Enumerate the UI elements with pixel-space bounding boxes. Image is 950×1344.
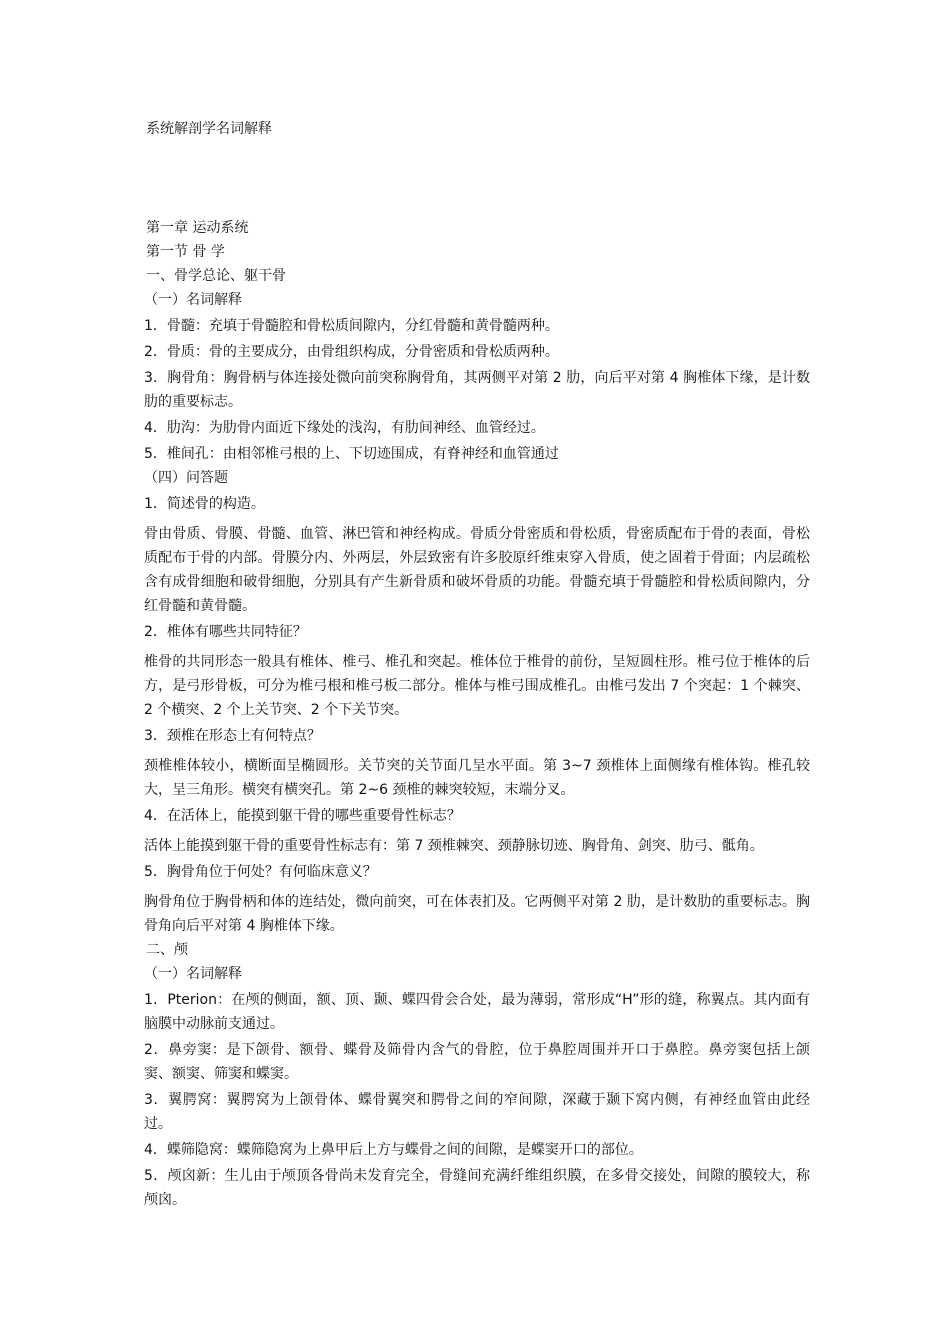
document-title: 系统解剖学名词解释 <box>146 121 272 137</box>
answer: 颈椎椎体较小，横断面呈椭圆形。关节突的关节面几呈水平面。第 3~7 颈椎体上面侧缘有椎体钩。椎孔较大，呈三角形。横突有横突孔。第 2~6 颈椎的棘突较短，末端分叉。 <box>144 758 810 798</box>
answer: 椎骨的共同形态一般具有椎体、椎弓、椎孔和突起。椎体位于椎骨的前份，呈短圆柱形。椎弓位于椎体的后方，是弓形骨板，可分为椎弓根和椎弓板二部分。椎体与椎弓围成椎孔。由椎弓发出 7 个突起：1 个棘突、2 个横突、2 个上关节突、2 个下关节突。 <box>144 654 810 718</box>
term-definition: 4．肋沟：为肋骨内面近下缘处的浅沟，有肋间神经、血管经过。 <box>144 420 545 436</box>
chapter-heading: 第一章 运动系统 <box>146 220 249 236</box>
term-definition: 1．Pterion：在颅的侧面，额、顶、颞、蝶四骨会合处，最为薄弱，常形成“H”形的缝，称翼点。其内面有脑膜中动脉前支通过。 <box>144 992 810 1032</box>
question: 3．颈椎在形态上有何特点？ <box>144 728 321 744</box>
term-definition: 3．翼腭窝：翼腭窝为上颌骨体、蝶骨翼突和腭骨之间的窄间隙，深藏于颞下窝内侧，有神经血管由此经过。 <box>144 1092 810 1132</box>
term-definition: 5．颅囟新：生儿由于颅顶各骨尚未发育完全，骨缝间充满纤维组织膜，在多骨交接处，间隙的膜较大，称颅囟。 <box>144 1168 810 1208</box>
part-heading: 二、颅 <box>146 942 188 958</box>
answer: 胸骨角位于胸骨柄和体的连结处，微向前突，可在体表扪及。它两侧平对第 2 肋，是计数肋的重要标志。胸骨角向后平对第 4 胸椎体下缘。 <box>144 894 810 934</box>
answer: 骨由骨质、骨膜、骨髓、血管、淋巴管和神经构成。骨质分骨密质和骨松质，骨密质配布于骨的表面，骨松质配布于骨的内部。骨膜分内、外两层，外层致密有许多胶原纤维束穿入骨质，使之固着于骨面；内层疏松含有成骨细胞和破骨细胞，分别具有产生新骨质和破坏骨质的功能。骨髓充填于骨髓腔和骨松质间隙内，分红骨髓和黄骨髓。 <box>144 526 810 614</box>
term-definition: 2．鼻旁窦：是下颌骨、额骨、蝶骨及筛骨内含气的骨腔，位于鼻腔周围并开口于鼻腔。鼻旁窦包括上颌窦、额窦、筛窦和蝶窦。 <box>144 1042 810 1082</box>
question: 5．胸骨角位于何处？有何临床意义？ <box>144 864 377 880</box>
term-definition: 2．骨质：骨的主要成分，由骨组织构成，分骨密质和骨松质两种。 <box>144 344 559 360</box>
subsection-heading: （一）名词解释 <box>144 292 242 308</box>
question: 2．椎体有哪些共同特征？ <box>144 624 307 640</box>
part-heading: 一、骨学总论、躯干骨 <box>146 268 286 284</box>
term-definition: 4．蝶筛隐窝：蝶筛隐窝为上鼻甲后上方与蝶骨之间的间隙，是蝶窦开口的部位。 <box>144 1142 643 1158</box>
subsection-heading: （四）问答题 <box>144 470 228 486</box>
section-heading: 第一节 骨 学 <box>146 244 225 260</box>
term-definition: 5．椎间孔：由相邻椎弓根的上、下切迹围成，有脊神经和血管通过 <box>144 446 559 462</box>
question: 1．简述骨的构造。 <box>144 496 265 512</box>
answer: 活体上能摸到躯干骨的重要骨性标志有：第 7 颈椎棘突、颈静脉切迹、胸骨角、剑突、肋弓、骶角。 <box>144 838 764 854</box>
question: 4．在活体上，能摸到躯干骨的哪些重要骨性标志？ <box>144 808 461 824</box>
term-definition: 3．胸骨角：胸骨柄与体连接处微向前突称胸骨角，其两侧平对第 2 肋，向后平对第 4 胸椎体下缘，是计数肋的重要标志。 <box>144 370 810 410</box>
document-body <box>144 216 810 1212</box>
subsection-heading: （一）名词解释 <box>144 966 242 982</box>
term-definition: 1．骨髓：充填于骨髓腔和骨松质间隙内，分红骨髓和黄骨髓两种。 <box>144 318 559 334</box>
